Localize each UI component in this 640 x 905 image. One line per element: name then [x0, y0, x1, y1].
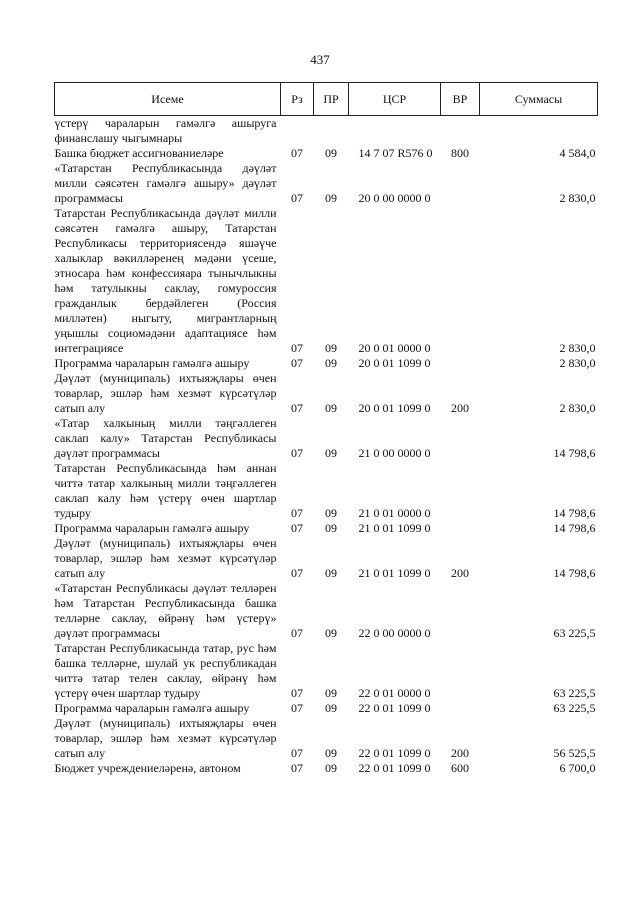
cell-vr — [441, 161, 480, 206]
cell-sum: 14 798,6 — [553, 506, 596, 520]
cell-rz: 07 — [291, 566, 303, 580]
cell-pr: 09 — [325, 566, 337, 580]
cell-sum: 2 830,0 — [559, 401, 596, 415]
cell-csr: 20 0 01 1099 0 — [358, 356, 431, 370]
cell-csr — [349, 116, 441, 147]
cell-csr: 14 7 07 R576 0 — [358, 146, 433, 160]
budget-table — [54, 82, 598, 776]
cell-vr: 200 — [451, 746, 469, 760]
cell-sum: 14 798,6 — [553, 446, 596, 460]
cell-pr: 09 — [325, 401, 337, 415]
cell-vr — [441, 356, 480, 371]
cell-sum — [480, 116, 598, 147]
cell-pr — [314, 116, 349, 147]
cell-vr — [441, 701, 480, 716]
cell-pr: 09 — [325, 686, 337, 700]
cell-csr: 20 0 00 0000 0 — [358, 191, 431, 205]
cell-rz: 07 — [291, 356, 303, 370]
cell-csr: 22 0 01 1099 0 — [358, 761, 431, 775]
cell-csr: 20 0 01 1099 0 — [358, 401, 431, 415]
table-row — [55, 536, 598, 581]
cell-name: «Татарстан Республикасында дәүләт милли сәясәтен гамәлгә ашыру» дәүләт программасы — [54, 161, 277, 205]
cell-name: Программа чараларын гамәлгә ашыру — [54, 521, 250, 535]
cell-csr: 22 0 00 0000 0 — [358, 626, 431, 640]
cell-vr — [441, 641, 480, 701]
cell-sum: 2 830,0 — [559, 356, 596, 370]
column-header-name: Исеме — [55, 83, 281, 116]
table-row — [55, 761, 598, 776]
table-row — [55, 116, 598, 147]
cell-csr: 21 0 01 1099 0 — [358, 521, 431, 535]
cell-pr: 09 — [325, 341, 337, 355]
table-row — [55, 716, 598, 761]
cell-vr — [441, 581, 480, 641]
cell-name: Дәүләт (муниципаль) ихтыяҗлары өчен товарлар, эшләр һәм хезмәт күрсәтүләр сатып алу — [54, 371, 277, 415]
cell-csr: 22 0 01 0000 0 — [358, 686, 431, 700]
cell-name: үстерү чараларын гамәлгә ашыруга финанслашу чыгымнары — [54, 116, 277, 145]
table-row — [55, 146, 598, 161]
cell-vr: 600 — [451, 761, 469, 775]
cell-vr: 200 — [451, 401, 469, 415]
table-row — [55, 641, 598, 701]
cell-name: Дәүләт (муниципаль) ихтыяҗлары өчен товарлар, эшләр һәм хезмәт күрсәтүләр сатып алу — [54, 716, 277, 760]
page-number: 437 — [310, 52, 330, 67]
cell-name: Дәүләт (муниципаль) ихтыяҗлары өчен товарлар, эшләр һәм хезмәт күрсәтүләр сатып алу — [54, 536, 277, 580]
cell-name: Башка бюджет ассигнованиеләре — [54, 146, 224, 160]
table-row — [55, 356, 598, 371]
cell-rz: 07 — [291, 701, 303, 715]
cell-pr: 09 — [325, 761, 337, 775]
cell-rz: 07 — [291, 191, 303, 205]
cell-sum: 63 225,5 — [553, 701, 596, 715]
cell-rz: 07 — [291, 401, 303, 415]
cell-name: Программа чараларын гамәлгә ашыру — [54, 701, 250, 715]
cell-rz: 07 — [291, 341, 303, 355]
cell-sum: 63 225,5 — [553, 626, 596, 640]
cell-name: «Татар халкының милли тәңгәллеген саклап калу» Татарстан Республикасы дәүләт программасы — [54, 416, 277, 460]
cell-vr: 200 — [451, 566, 469, 580]
cell-vr: 800 — [451, 146, 469, 160]
cell-csr: 22 0 01 1099 0 — [358, 746, 431, 760]
table-row — [55, 206, 598, 356]
cell-vr — [441, 416, 480, 461]
cell-vr — [441, 116, 480, 147]
cell-rz: 07 — [291, 746, 303, 760]
cell-vr — [441, 461, 480, 521]
cell-csr: 21 0 00 0000 0 — [358, 446, 431, 460]
cell-rz: 07 — [291, 146, 303, 160]
cell-rz: 07 — [291, 626, 303, 640]
cell-rz: 07 — [291, 761, 303, 775]
column-header-csr: ЦСР — [349, 83, 441, 116]
table-row — [55, 461, 598, 521]
cell-vr — [441, 521, 480, 536]
cell-sum: 2 830,0 — [559, 191, 596, 205]
cell-csr: 21 0 01 1099 0 — [358, 566, 431, 580]
cell-pr: 09 — [325, 506, 337, 520]
column-header-pr: ПР — [314, 83, 349, 116]
cell-name: Программа чараларын гамәлгә ашыру — [54, 356, 250, 370]
header-row — [55, 83, 598, 116]
cell-name: Бюджет учреждениеләренә, автоном — [54, 761, 241, 775]
cell-pr: 09 — [325, 746, 337, 760]
cell-pr: 09 — [325, 521, 337, 535]
cell-name: Татарстан Республикасында дәүләт милли сәясәтен гамәлгә ашыру, Татарстан Республикасы территориясендә яшәүче халыклар вәкилләренең мәдәни үсеше, этносара һәм конфессияара тынычлыкны һәм татулыкны саклау, гомуроссия гражданлык бердәйлеген (Россия милләтен) ныгыту, мигрантларның уңышлы социомәдәни адаптациясе һәм интеграциясе — [54, 206, 277, 355]
column-header-sum: Суммасы — [480, 83, 598, 116]
table-row — [55, 416, 598, 461]
column-header-rz: Рз — [281, 83, 314, 116]
cell-pr: 09 — [325, 146, 337, 160]
cell-vr — [441, 206, 480, 356]
cell-sum: 14 798,6 — [553, 566, 596, 580]
cell-rz — [281, 116, 314, 147]
cell-name: Татарстан Республикасында һәм аннан читтә татар халкының милли тәңгәллеген саклап калу һәм үстерү өчен шартлар тудыру — [54, 461, 277, 520]
cell-csr: 22 0 01 1099 0 — [358, 701, 431, 715]
cell-sum: 4 584,0 — [559, 146, 596, 160]
cell-rz: 07 — [291, 446, 303, 460]
cell-sum: 63 225,5 — [553, 686, 596, 700]
cell-pr: 09 — [325, 356, 337, 370]
cell-rz: 07 — [291, 506, 303, 520]
table-row — [55, 581, 598, 641]
cell-name: Татарстан Республикасында татар, рус һәм башка телләрне, шулай ук республикадан читтә татар телен саклау, өйрәнү һәм үстерү өчен шартлар тудыру — [54, 641, 277, 700]
cell-sum: 2 830,0 — [559, 341, 596, 355]
cell-sum: 56 525,5 — [553, 746, 596, 760]
cell-rz: 07 — [291, 686, 303, 700]
cell-name: «Татарстан Республикасы дәүләт телләрен һәм Татарстан Республикасында башка телләрне саклау, өйрәнү һәм үстерү» дәүләт программасы — [54, 581, 277, 640]
cell-csr: 21 0 01 0000 0 — [358, 506, 431, 520]
cell-pr: 09 — [325, 626, 337, 640]
table-row — [55, 371, 598, 416]
table-row — [55, 161, 598, 206]
table-header — [55, 83, 598, 116]
column-header-vr: ВР — [441, 83, 480, 116]
cell-pr: 09 — [325, 701, 337, 715]
table-row — [55, 701, 598, 716]
cell-sum: 6 700,0 — [559, 761, 596, 775]
cell-csr: 20 0 01 0000 0 — [358, 341, 431, 355]
table-row — [55, 521, 598, 536]
cell-pr: 09 — [325, 191, 337, 205]
cell-sum: 14 798,6 — [553, 521, 596, 535]
cell-pr: 09 — [325, 446, 337, 460]
cell-rz: 07 — [291, 521, 303, 535]
table-body — [55, 116, 598, 777]
